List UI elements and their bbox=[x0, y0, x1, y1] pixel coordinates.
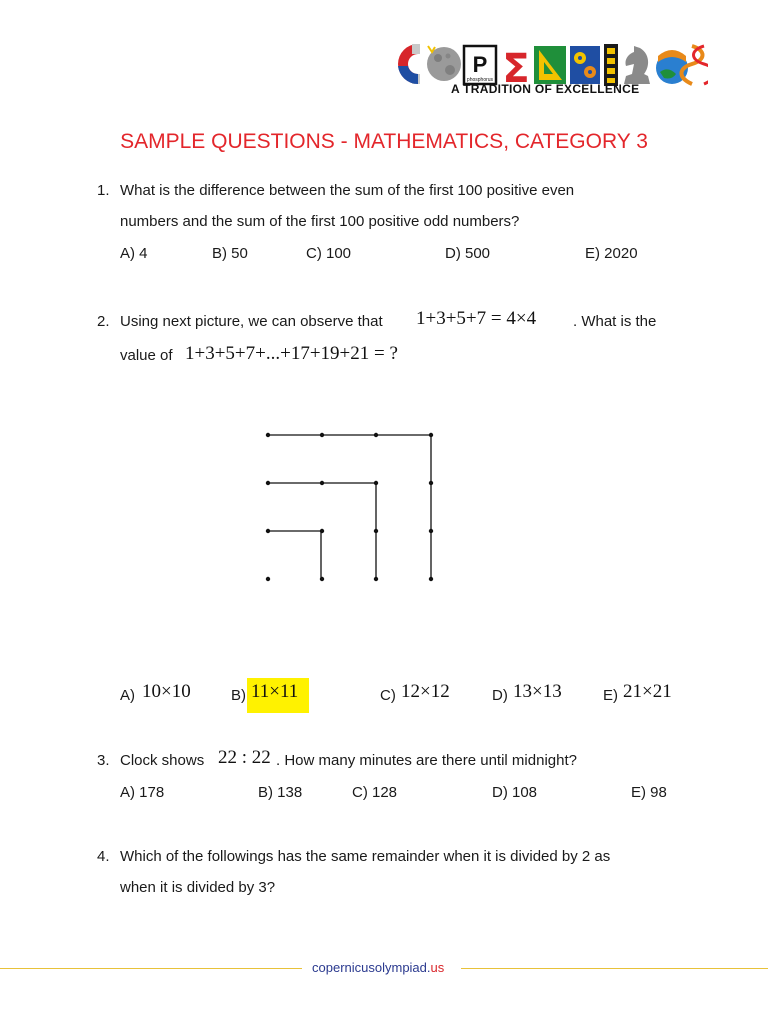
question-1-option-d: D) 500 bbox=[445, 245, 491, 262]
svg-text:phosphorus: phosphorus bbox=[466, 77, 494, 83]
question-1-text-line2: numbers and the sum of the first 100 positive odd numbers? bbox=[120, 213, 520, 230]
question-2-option-a-value: 10×10 bbox=[142, 681, 191, 702]
question-4-number: 4. bbox=[97, 848, 110, 865]
question-3-option-b: B) 138 bbox=[258, 784, 303, 801]
question-2-option-d-value: 13×13 bbox=[513, 681, 562, 702]
question-2-option-c-letter: C) bbox=[380, 687, 396, 704]
phosphorus-element-icon bbox=[464, 46, 496, 84]
question-2-option-b-letter: B) bbox=[231, 687, 246, 704]
question-2-expression: 1+3+5+7+...+17+19+21 = ? bbox=[185, 343, 398, 364]
footer-site-name: copernicusolympiad. bbox=[312, 960, 431, 975]
question-3-option-d: D) 108 bbox=[492, 784, 538, 801]
tagline: A TRADITION OF EXCELLENCE bbox=[451, 82, 640, 96]
question-3-text-pre: Clock shows bbox=[120, 752, 205, 769]
question-2-option-e-value: 21×21 bbox=[623, 681, 672, 702]
question-1-option-e: E) 2020 bbox=[585, 245, 638, 262]
odd-squares-diagram bbox=[250, 420, 450, 595]
page-title: SAMPLE QUESTIONS - MATHEMATICS, CATEGORY 3 bbox=[120, 130, 648, 153]
magnet-icon bbox=[398, 44, 420, 84]
grid-dots bbox=[266, 433, 433, 581]
question-2-option-d-letter: D) bbox=[492, 687, 508, 704]
question-2-option-a-letter: A) bbox=[120, 687, 135, 704]
question-4-text-line1: Which of the followings has the same remainder when it is divided by 2 as bbox=[120, 848, 611, 865]
svg-text:Σ: Σ bbox=[502, 46, 530, 92]
chess-knight-icon bbox=[624, 46, 650, 84]
footer-divider-left bbox=[0, 968, 302, 969]
l-shape-2 bbox=[268, 531, 321, 579]
question-2-number: 2. bbox=[97, 313, 110, 330]
question-3-option-e: E) 98 bbox=[631, 784, 667, 801]
question-2-option-b-value: 11×11 bbox=[251, 681, 299, 702]
question-2-equation: 1+3+5+7 = 4×4 bbox=[416, 308, 537, 329]
question-1-option-b: B) 50 bbox=[212, 245, 248, 262]
question-3-number: 3. bbox=[97, 752, 110, 769]
footer-website-link[interactable] bbox=[312, 960, 444, 975]
footer-site-tld: us bbox=[430, 960, 445, 975]
dna-icon bbox=[682, 46, 709, 84]
footer-divider-right bbox=[461, 968, 768, 969]
question-2-text-line2: value of bbox=[120, 347, 173, 364]
question-4-text-line2: when it is divided by 3? bbox=[120, 879, 276, 896]
question-3-option-a: A) 178 bbox=[120, 784, 165, 801]
set-square-icon bbox=[534, 46, 566, 84]
question-1-option-a: A) 4 bbox=[120, 245, 148, 262]
question-2-option-b-value-highlighted bbox=[247, 678, 309, 713]
question-3-option-c: C) 128 bbox=[352, 784, 398, 801]
moon-icon bbox=[427, 46, 461, 81]
l-shape-4 bbox=[268, 435, 431, 579]
question-2-text-pre: Using next picture, we can observe that bbox=[120, 313, 383, 330]
question-2-option-e-letter: E) bbox=[603, 687, 618, 704]
question-2-text-post: . What is the bbox=[573, 313, 657, 330]
question-2-option-c-value: 12×12 bbox=[401, 681, 450, 702]
question-3-time: 22 : 22 bbox=[218, 747, 271, 768]
question-1-number: 1. bbox=[97, 182, 110, 199]
gear-icon bbox=[570, 46, 600, 84]
question-1-text-line1: What is the difference between the sum of the first 100 positive even bbox=[120, 182, 575, 199]
question-1-option-c: C) 100 bbox=[306, 245, 352, 262]
film-strip-icon bbox=[604, 44, 618, 86]
question-3-text-post: . How many minutes are there until midnight? bbox=[276, 752, 577, 769]
svg-text:P: P bbox=[472, 52, 488, 77]
